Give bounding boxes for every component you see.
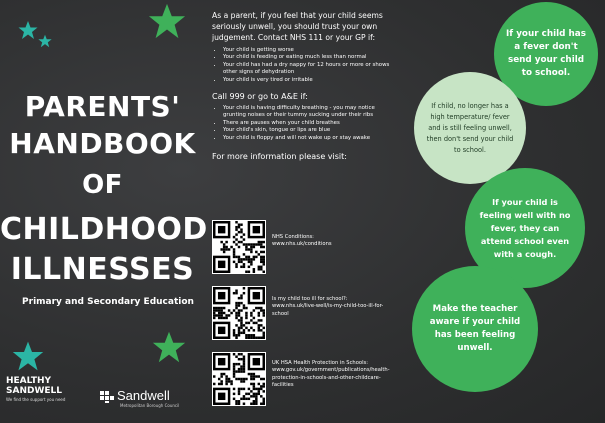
list-item: • Your child's skin, tongue or lips are blue <box>223 127 395 134</box>
qr-link-text: NHS Conditions: www.nhs.uk/conditions <box>272 234 397 249</box>
healthy-sandwell-name: HEALTHY SANDWELL <box>6 376 62 396</box>
qr-row-ukhsa <box>212 352 397 407</box>
green-star-icon <box>148 2 186 40</box>
healthy-sandwell-tagline: We find the support you need <box>6 397 66 402</box>
advice-bubble: If your child has a fever don't send your child to school. <box>494 2 598 106</box>
title-line: OF <box>82 170 123 200</box>
list-item: • Your child is having difficulty breathing - you may notice grunting noises or their tummy sucking under their ribs <box>223 105 395 120</box>
qr-code-icon[interactable] <box>212 352 266 406</box>
advice-bubble: If your child is feeling well with no fever, they can attend school even with a cough. <box>465 168 585 288</box>
healthy-sandwell-logo <box>6 376 86 402</box>
green-star-icon <box>152 330 186 364</box>
teal-star-icon <box>38 34 52 48</box>
teal-star-icon <box>18 20 38 40</box>
sandwell-mark-icon <box>100 391 114 403</box>
ae-list <box>212 105 395 142</box>
title-line: CHILDHOOD <box>0 212 208 247</box>
gp-list <box>212 47 395 84</box>
sandwell-name: Sandwell <box>100 388 179 403</box>
list-item: • Your child is getting worse <box>223 47 395 54</box>
list-item: • There are pauses when your child breathes <box>223 120 395 127</box>
title-line: HANDBOOK <box>9 127 196 160</box>
title-line: PARENTS' <box>24 90 181 123</box>
qr-link-url[interactable]: www.nhs.uk/live-well/is-my-child-too-ill-for-school <box>272 303 384 317</box>
qr-row-too-ill <box>212 286 397 341</box>
qr-link-url[interactable]: www.nhs.uk/conditions <box>272 241 332 248</box>
sandwell-council-logo <box>100 388 179 408</box>
more-info-heading: For more information please visit: <box>212 152 347 162</box>
intro-text: As a parent, if you feel that your child seems seriously unwell, you should trust your own judgement. Contact NHS 111 or your GP if: <box>212 11 383 42</box>
advice-bubble: Make the teacher aware if your child has been feeling unwell. <box>412 266 538 392</box>
list-item: • Your child is floppy and will not wake up or stay awake <box>223 135 395 142</box>
list-item: • Your child is very tired or irritable <box>223 77 395 84</box>
subtitle: Primary and Secondary Education <box>22 297 194 307</box>
qr-code-icon[interactable] <box>212 286 266 340</box>
sandwell-tagline: Metropolitan Borough Council <box>120 403 180 408</box>
advice-column <box>212 10 395 161</box>
advice-bubble: If child, no longer has a high temperature/ fever and is still feeling unwell, then don't send your child to school. <box>414 72 526 184</box>
list-item: • Your child is feeding or eating much less than normal <box>223 54 395 61</box>
qr-row-nhs <box>212 220 397 275</box>
title-line: ILLNESSES <box>10 252 195 287</box>
qr-link-url[interactable]: www.gov.uk/government/publications/health-protection-in-schools-and-other-childcare-facilities <box>272 367 390 389</box>
teal-star-icon <box>12 340 44 372</box>
qr-link-text: Is my child too ill for school?: www.nhs.uk/live-well/is-my-child-too-ill-for-school <box>272 296 397 318</box>
qr-code-icon[interactable] <box>212 220 266 274</box>
call-999-heading: Call 999 or go to A&E if: <box>212 92 308 102</box>
qr-link-text: UK HSA Health Protection in Schools: www.gov.uk/government/publications/health-protection-in-schools-and-other-childcare-facilities <box>272 360 397 390</box>
list-item: • Your child has had a dry nappy for 12 hours or more or shows other signs of dehydration <box>223 62 395 77</box>
